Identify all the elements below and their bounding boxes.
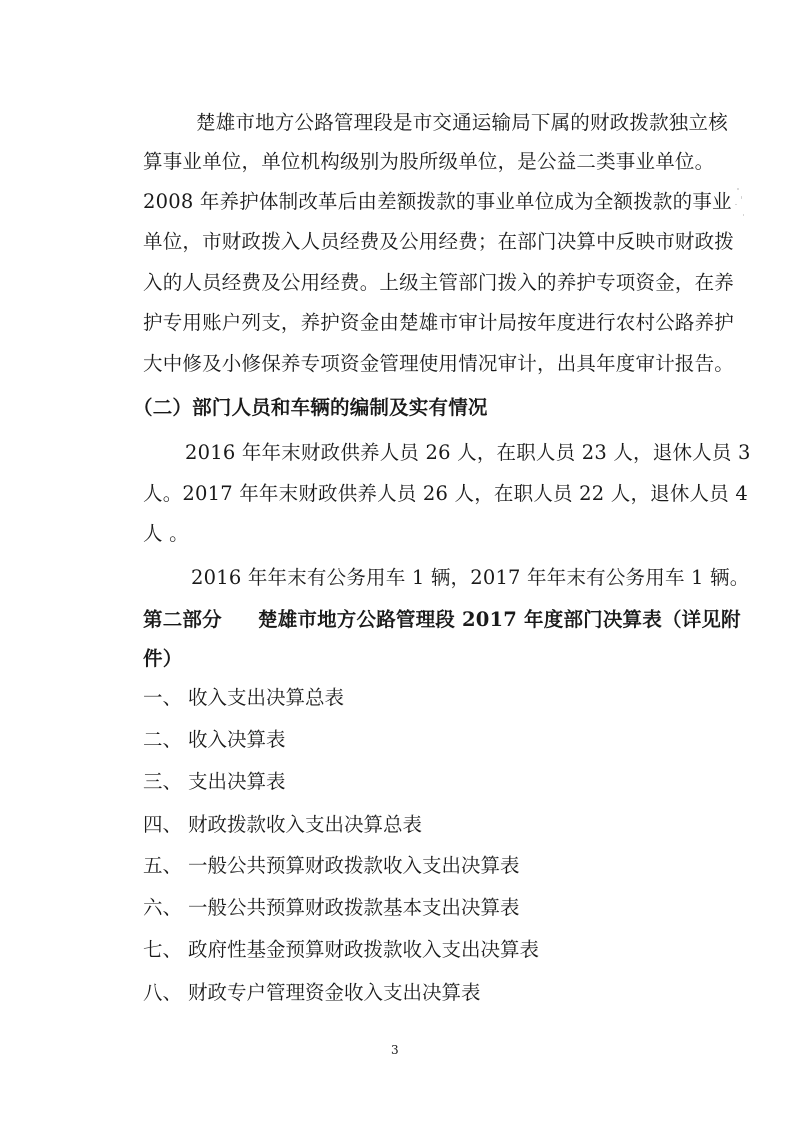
list-item-number: 三、 xyxy=(143,770,183,793)
list-item-number: 二、 xyxy=(143,728,183,751)
list-item-number: 一、 xyxy=(143,686,183,709)
list-item-text: 政府性基金预算财政拨款收入支出决算表 xyxy=(188,938,540,961)
list-item-number: 四、 xyxy=(143,813,183,836)
scan-speck xyxy=(741,196,742,199)
list-item-text: 财政拨款收入支出决算总表 xyxy=(188,813,423,836)
paragraph-line: 护专用账户列支，养护资金由楚雄市审计局按年度进行农村公路养护 xyxy=(143,311,735,334)
page-number: 3 xyxy=(391,1043,399,1057)
list-item-number: 五、 xyxy=(143,854,183,877)
list-item-text: 收入决算表 xyxy=(188,728,286,751)
scan-speck xyxy=(735,204,737,205)
vehicle-info-line: 2016 年年末有公务用车 1 辆，2017 年年末有公务用车 1 辆。 xyxy=(191,566,750,589)
paragraph-line: 楚雄市地方公路管理段是市交通运输局下属的财政拨款独立核 xyxy=(196,111,728,134)
list-item-number: 八、 xyxy=(143,981,183,1004)
list-item-text: 支出决算表 xyxy=(188,770,286,793)
list-item-text: 一般公共预算财政拨款收入支出决算表 xyxy=(188,854,520,877)
paragraph-line: 入的人员经费及公用经费。上级主管部门拨入的养护专项资金，在养 xyxy=(143,271,735,294)
list-item-text: 一般公共预算财政拨款基本支出决算表 xyxy=(188,896,520,919)
paragraph-line: 2016 年年末财政供养人员 26 人，在职人员 23 人，退休人员 3 xyxy=(185,441,751,464)
list-item-text: 财政专户管理资金收入支出决算表 xyxy=(188,981,481,1004)
list-item-number: 六、 xyxy=(143,896,183,919)
scan-speck xyxy=(743,214,744,216)
list-item-number: 七、 xyxy=(143,938,183,961)
paragraph-line: 人。2017 年年末财政供养人员 26 人，在职人员 22 人，退休人员 4 xyxy=(143,482,748,505)
paragraph-line: 大中修及小修保养专项资金管理使用情况审计，出具年度审计报告。 xyxy=(143,352,735,375)
part2-heading-title: 楚雄市地方公路管理段 2017 年度部门决算表（详见附 xyxy=(258,608,741,631)
paragraph-line: 算事业单位，单位机构级别为股所级单位，是公益二类事业单位。 xyxy=(143,150,715,173)
scan-speck xyxy=(737,188,739,190)
paragraph-line: 单位，市财政拨入人员经费及公用经费；在部门决算中反映市财政拨 xyxy=(143,230,735,253)
section-heading-staff-vehicles: （二）部门人员和车辆的编制及实有情况 xyxy=(133,396,488,419)
list-item-text: 收入支出决算总表 xyxy=(188,686,345,709)
part2-heading-continuation: 件） xyxy=(143,647,183,670)
paragraph-line: 人 。 xyxy=(143,522,189,545)
paragraph-line: 2008 年养护体制改革后由差额拨款的事业单位成为全额拨款的事业 xyxy=(143,190,732,213)
part2-heading-prefix: 第二部分 xyxy=(143,608,222,631)
